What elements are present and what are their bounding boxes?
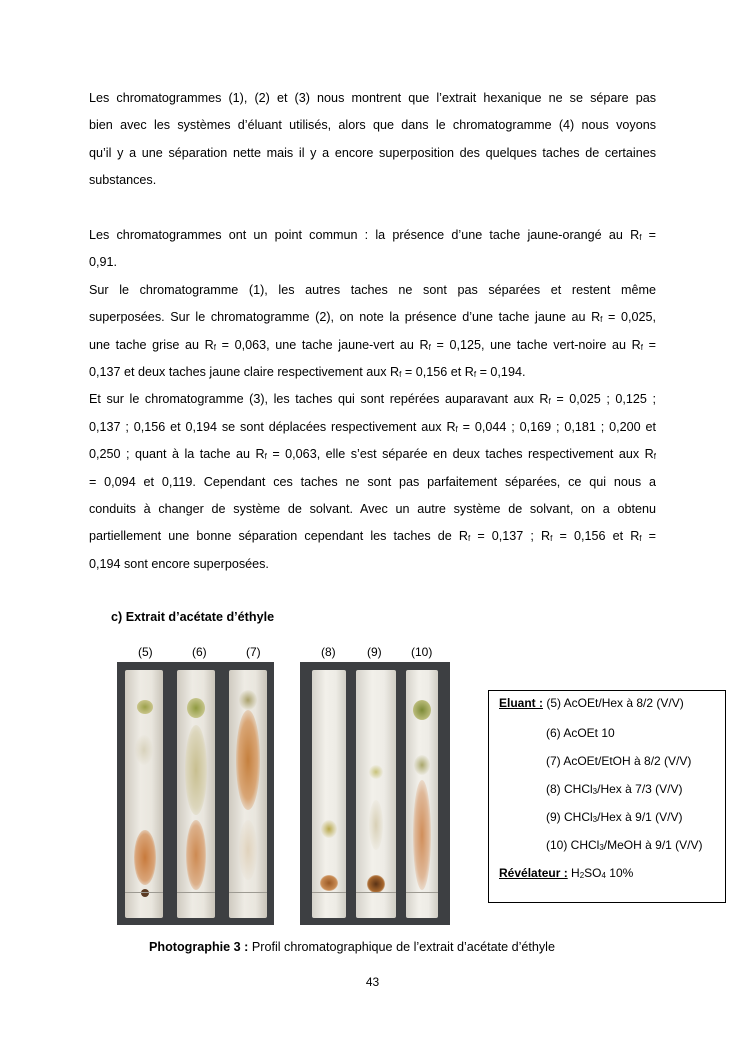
plate-label-7: (7) [246, 645, 261, 659]
eluant-label: Eluant : [499, 696, 543, 710]
spot [320, 875, 338, 891]
text-line: Les chromatogrammes ont un point commun : la présence d’une tache jaune-orangé au $R_f$ = [89, 228, 656, 242]
text-line: une tache grise au $R_f = 0,063$, une tache jaune-vert au $R_f = 0,125$, une tache vert-noire au $R_f$ = [89, 337, 656, 352]
paragraph-2 [89, 222, 656, 578]
tlc-photo-left [117, 662, 274, 925]
baseline [406, 892, 438, 893]
legend-box [488, 690, 726, 903]
spot [413, 780, 431, 890]
text-line: Sur le chromatogramme (1), les autres taches ne sont pas séparées et restent même [89, 282, 656, 297]
plate-label-10: (10) [411, 645, 433, 659]
text-line: Et sur le chromatogramme (3), les taches qui sont repérées auparavant aux $R_f = 0,025$ ; 0,125 ; [89, 392, 656, 407]
tlc-plate-9 [356, 670, 396, 918]
text-line: 0,250 ; quant à la tache au $R_f = 0,063$, elle s’est séparée en deux taches respectivement aux $R_f$ [89, 447, 656, 462]
spot [141, 889, 149, 897]
text-line: Les chromatogrammes (1), (2) et (3) nous montrent que l’extrait hexanique ne se sépare pas [89, 91, 656, 105]
tlc-plate-7 [229, 670, 267, 918]
plate-label-5: (5) [138, 645, 153, 659]
spot [187, 698, 205, 718]
spot [414, 755, 430, 775]
spot [185, 725, 207, 815]
plate-label-6: (6) [192, 645, 207, 659]
plate-label-8: (8) [321, 645, 336, 659]
tlc-plate-5 [125, 670, 163, 918]
paragraph-1 [89, 85, 656, 195]
text-line: 0,137 ; 0,156 et 0,194 se sont déplacées respectivement aux $R_f = 0,044$ ; 0,169 ; 0,181 ; 0,200 et [89, 419, 657, 434]
text-line: bien avec les systèmes d’éluant utilisés, alors que dans le chromatogramme (4) nous voyons [89, 118, 656, 133]
spot [239, 690, 257, 710]
baseline [177, 892, 215, 893]
baseline [356, 892, 396, 893]
spot [367, 875, 385, 893]
spot [369, 800, 383, 850]
text-line: = 0,094 et 0,119. Cependant ces taches ne sont pas parfaitement séparées, ce qui nous a [89, 474, 656, 489]
text-line: 0,194 sont encore superposées. [89, 556, 269, 571]
plate-label-9: (9) [367, 645, 382, 659]
spot [321, 820, 337, 838]
text-line: qu’il y a une séparation nette mais il y a encore superposition des quelques taches de certaines [89, 145, 656, 160]
caption-label: Photographie 3 : [149, 940, 249, 954]
section-heading: c) Extrait d’acétate d’éthyle [111, 610, 275, 624]
spot [134, 830, 156, 885]
text-line: 0,91. [89, 255, 118, 270]
legend-eluant-9: (9) CHCl$_3$/Hex à 9/1 (V/V) [546, 810, 683, 824]
page-number: 43 [365, 975, 380, 989]
legend-eluant-6: (6) AcOEt 10 [546, 726, 615, 740]
baseline [125, 892, 163, 893]
text-line: partiellement une bonne séparation cependant les taches de $R_f = 0,137$ ; $R_f = 0,156$ et $R_f$ = [89, 529, 656, 544]
text-line: 0,137 et deux taches jaune claire respectivement aux $R_f = 0,156$ et $R_f = 0,194$. [89, 365, 526, 380]
legend-revelateur: Révélateur : $H_2SO_4$ 10% [499, 866, 634, 880]
legend-eluant-10: (10) CHCl$_3$/MeOH à 9/1 (V/V) [546, 838, 703, 852]
text-line: superposées. Sur le chromatogramme (2), on note la présence d’une tache jaune au $R_f = 0,025$, [89, 310, 656, 325]
legend-eluant-8: (8) CHCl$_3$/Hex à 7/3 (V/V) [546, 782, 683, 796]
tlc-plate-10 [406, 670, 438, 918]
tlc-photo-right [300, 662, 450, 925]
spot [186, 820, 206, 890]
text-line: conduits à changer de système de solvant. Avec un autre système de solvant, on a obtenu [89, 502, 656, 517]
spot [239, 820, 257, 880]
spot [369, 765, 383, 779]
baseline [229, 892, 267, 893]
baseline [312, 892, 346, 893]
spot [413, 700, 431, 720]
revelateur-label: Révélateur : [499, 866, 568, 880]
caption-text: Profil chromatographique de l’extrait d’acétate d’éthyle [248, 940, 555, 954]
tlc-plate-6 [177, 670, 215, 918]
spot [135, 735, 153, 765]
text-line: substances. [89, 173, 157, 188]
spot [236, 710, 260, 810]
spot [137, 700, 153, 714]
tlc-plate-8 [312, 670, 346, 918]
photo-caption [149, 940, 555, 954]
legend-eluant-7: (7) AcOEt/EtOH à 8/2 (V/V) [546, 754, 692, 768]
legend-eluant-5: Eluant : (5) AcOEt/Hex à 8/2 (V/V) [499, 696, 684, 710]
